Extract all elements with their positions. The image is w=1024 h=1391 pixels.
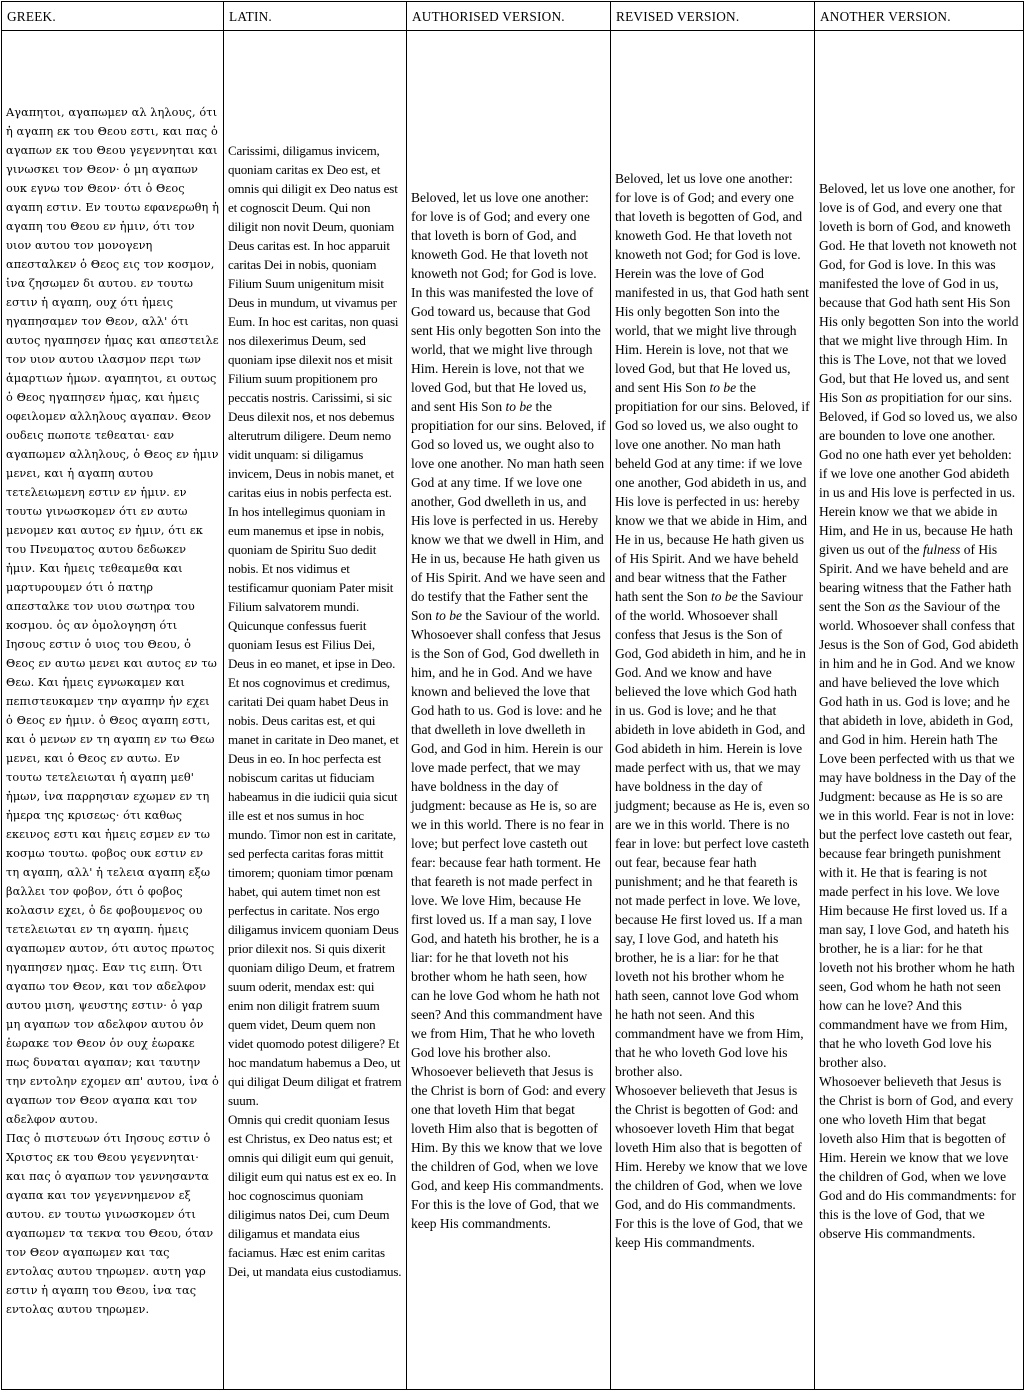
text-run: the Saviour of the world. Whosoever shall confess that Jesus is the Son of God, God abideth in him, and he in God. And we know and have believed the love which God hath in us. God is love; and he that abideth in love abideth in God, and God abideth in him. Herein is love made perfect with us, that we may have boldness in the day of judgment; because as He is, even so are we in this world. There is no fear in love: but perfect love casteth out fear, because fear hath punishment; and he that feareth is not made perfect in love. We love, because He first loved us. If a man say, I love God, and hateth his brother, he is a liar: for he that loveth not his brother whom he hath seen, cannot love God whom he hath not seen. And this commandment have we from Him, that he who loveth God love his brother also. — [615, 589, 810, 1079]
italic-run: to be — [505, 399, 533, 414]
header-another-version: ANOTHER VERSION. — [815, 2, 1024, 31]
italic-run: as — [888, 598, 901, 614]
text-run: of His Spirit. And we have beheld and are bearing witness that the Father hath sent the Son — [819, 541, 1012, 614]
latin-text — [228, 141, 402, 1281]
italic-run: to be — [435, 608, 463, 623]
text-run: Beloved, let us love one another, for love is of God, and every one that loveth is born of God, and knoweth God. He that loveth not knoweth not God, for God is love. In this was manifested the love of God in us, because that God hath sent His Son His only begotten Son into the world that we might live through Him. In this is The Love, not that we loved God, but that He loved us, and sent His Son — [819, 180, 1019, 405]
parallel-versions-table — [1, 1, 1024, 1390]
greek-text — [6, 103, 219, 1319]
text-run: Beloved, let us love one another: for love is of God; and every one that loveth is begotten of God, and knoweth God. He that loveth not knoweth not God; for God is love. Herein was the love of God manifested in us, that God hath sent His only begotten Son into the world, that we might live through Him. Herein is love, not that we loved God, but that He loved us, and sent His Son — [615, 171, 809, 395]
authorised-paragraph-1 — [411, 188, 606, 1062]
header-revised-version: REVISED VERSION. — [611, 2, 815, 31]
greek-paragraph-1: Αγαπητοι, αγαπωμεν αλ ληλους, ότι ἡ αγαπη εκ του Θεου εστι, και πας ὁ αγαπων εκ του Θεου γεγεννηται και γινωσκει τον Θεον· ὁ μη αγαπων ουκ εγνω τον Θεον· ότι ὁ Θεος αγαπη εστιν. Εν τουτω εφανερωθη ἡ αγαπη του Θεου εν ἡμιν, ότι τον υιον αυτου τον μονογενη απεσταλκεν ὁ Θεος εις τον κοσμον, ἱνα ζησωμεν δι αυτου. εν τουτω εστιν ἡ αγαπη, ουχ ότι ἡμεις ηγαπησαμεν τον Θεον, αλλ' ότι αυτος ηγαπησεν ἡμας και απεστειλε τον υιον αυτου ιλασμον περι των ἁμαρτιων ἡμων. αγαπητοι, ει ουτως ὁ Θεος ηγαπησεν ἡμας, και ἡμεις οφειλομεν αλληλους αγαπαν. Θεον ουδεις πωποτε τεθεαται· εαν αγαπωμεν αλληλους, ὁ Θεος εν ἡμιν μενει, και ἡ αγαπη αυτου τετελειωμενη εστιν εν ἡμιν. εν τουτω γινωσκομεν ότι εν αυτω μενομεν και αυτος εν ἡμιν, ότι εκ του Πνευματος αυτου δεδωκεν ἡμιν. Και ἡμεις τεθεαμεθα και μαρτυρουμεν ότι ὁ πατηρ απεσταλκε τον υιου σωτηρα του κοσμου. ὁς αν ὁμολογηση ότι Ιησους εστιν ὁ υιος του Θεου, ὁ Θεος εν αυτω μενει και αυτος εν τω Θεω. Και ἡμεις εγνωκαμεν και πεπιστευκαμεν την αγαπην ἡν εχει ὁ Θεος εν ἡμιν. ὁ Θεος αγαπη εστι, και ὁ μενων εν τη αγαπη εν τω Θεω μενει, και ὁ Θεος εν αυτω. Εν τουτω τετελειωται ἡ αγαπη μεθ' ἡμων, ἱνα παρρησιαν εχωμεν εν τη ἡμερα της κρισεως· ότι καθως εκεινος εστι και ἡμεις εσμεν εν τω κοσμω τουτω. φοβος ουκ εστιν εν τη αγαπη, αλλ' ἡ τελεια αγαπη εξω βαλλει τον φοβον, ότι ὁ φοβος κολασιν εχει, ὁ δε φοβουμενος ου τετελειωται εν τη αγαπη. ἡμεις αγαπωμεν αυτον, ότι αυτος πρωτος ηγαπησεν ημας. Εαν τις ειπη. Ότι αγαπω τον Θεον, και τον αδελφον αυτου μιση, ψευστης εστιν· ὁ γαρ μη αγαπων τον αδελφον αυτου ὁν ἑωρακε τον Θεον ὁν ουχ ἑωρακε πως δυναται αγαπαν; και ταυτην την εντολην εχομεν απ' αυτου, ἱνα ὁ αγαπων τον Θεον αγαπα και τον αδελφον αυτου. — [6, 105, 219, 1126]
greek-paragraph-2: Πας ὁ πιστευων ότι Ιησους εστιν ὁ Χριστος εκ του Θεου γεγεννηται· και πας ὁ αγαπων τον γεννησαντα αγαπα και τον γεγεννημενον εξ αυτου. εν τουτω γινωσκομεν ότι αγαπωμεν τα τεκνα του Θεου, όταν τον Θεον αγαπωμεν και τας εντολας αυτου τηρωμεν. αυτη γαρ εστιν ἡ αγαπη του Θεου, ἱνα τας εντολας αυτου τηρωμεν. — [6, 1131, 214, 1316]
text-run: the propitiation for our sins. Beloved, if God so loved us, we also ought to love one another. No man hath beheld God at any time: if we love one another, God abideth in us, and His love is perfected in us: hereby know we that we abide in Him, and He in us, because He hath given us of His Spirit. And we have beheld and bear witness that the Father hath sent the Son — [615, 380, 810, 604]
text-run: the propitiation for our sins. Beloved, if God so loved us, we ought also to love one another. No man hath seen God at any time. If we love one another, God dwelleth in us, and His love is perfected in us. Hereby know we that we dwell in Him, and He in us, because He hath given us of His Spirit. And we have seen and do testify that the Father sent the Son — [411, 399, 606, 623]
latin-paragraph-2: Omnis qui credit quoniam Iesus est Christus, ex Deo natus est; et omnis qui diligit eum qui genuit, diligit eum qui natus est ex eo. In hoc cognoscimus quoniam diligimus natos Dei, cum Deum diligamus et mandata eius faciamus. Hæc est enim caritas Dei, ut mandata eius custodiamus. — [228, 1111, 402, 1279]
authorised-column — [407, 31, 611, 1390]
text-run: Beloved, let us love one another: for love is of God; and every one that loveth is born of God, and knoweth God. He that loveth not knoweth not God; for God is love. In this was manifested the love of God toward us, because that God sent His only begotten Son into the world, that we might live through Him. Herein is love, not that we loved God, but that He loved us, and sent His Son — [411, 190, 601, 414]
another-paragraph-2: Whosoever believeth that Jesus is the Christ is born of God, and every one who loveth Him that begat loveth also Him that is begotten of Him. Herein we know that we love the children of God, when we love God and do His commandments: for this is the love of God, that we observe His commandments. — [819, 1073, 1016, 1241]
greek-column — [2, 31, 224, 1390]
latin-paragraph-1: Carissimi, diligamus invicem, quoniam caritas ex Deo est, et omnis qui diligit ex Deo natus est et cognoscit Deum. Qui non diligit non novit Deum, quoniam Deus caritas est. In hoc apparuit caritas Dei in nobis, quoniam Filium Suum unigenitum misit Deus in mundum, ut vivamus per Eum. In hoc est caritas, non quasi nos dilexerimus Deum, sed quoniam ipse dilexit nos et misit Filium suum propitionem pro peccatis nostris. Carissimi, si sic Deus dilexit nos, et nos debemus alterutrum diligere. Deum nemo vidit unquam: si diligamus invicem, Deus in nobis manet, et caritas eius in nobis perfecta est. In hos intellegimus quoniam in eum manemus et ipse in nobis, quoniam de Spiritu Suo dedit nobis. Et nos vidimus et testificamur quoniam Pater misit Filium salvatorem mundi. Quicunque confessus fuerit quoniam Iesus est Filius Dei, Deus in eo manet, et ipse in Deo. Et nos cognovimus et credimus, caritati Dei quam habet Deus in nobis. Deus caritas est, et qui manet in caritate in Deo manet, et Deus in eo. In hoc perfecta est nobiscum caritas ut fiduciam habeamus in die iudicii quia sicut ille est et nos sumus in hoc mundo. Timor non est in caritate, sed perfecta caritas foras mittit timorem; quoniam timor pœnam habet, qui autem timet non est perfectus in caritate. Nos ergo diligamus invicem quoniam Deus prior dilexit nos. Si quis dixerit quoniam diligo Deum, et fratrem suum oderit, mendax est: qui enim non diligit fratrem suum quem videt, Deum quem non videt quomodo potest diligere? Et hoc mandatum habemus a Deo, ut qui diligat Deum diligat et fratrem suum. — [228, 142, 402, 1108]
header-latin: LATIN. — [224, 2, 407, 31]
text-run: the Saviour of the world. Whosoever shall confess that Jesus is the Son of God, God abideth in him and he in God. And we know and have believed the love which God hath in us. God is love; and he that abideth in love, abideth in God, and God in him. Herein hath The Love been perfected with us that we may have boldness in the Day of the Judgment: because as He is so are we in this world. Fear is not in love: but the perfect love casteth out fear, because fear bringeth punishment with it. He that is fearing is not made perfect in his love. We love Him because He first loved us. If a man say, I love God, and hateth his brother, he is a liar: for he that loveth not his brother whom he hath seen, God whom he hath not seen how can he love? And this commandment have we from Him, that he who loveth God love his brother also. — [819, 598, 1019, 1070]
italic-run: as — [865, 389, 878, 405]
italic-run: to be — [711, 589, 738, 604]
header-greek: GREEK. — [2, 2, 224, 31]
another-column — [815, 31, 1024, 1390]
revised-paragraph-2: Whosoever believeth that Jesus is the Christ is begotten of God: and whosoever loveth Him that begat loveth Him also that is begotten of Him. Hereby we know that we love the children of God, when we love God, and do His commandments. For this is the love of God, that we keep His commandments. — [615, 1083, 808, 1250]
another-paragraph-1 — [819, 179, 1019, 1072]
authorised-paragraph-2: Whosoever believeth that Jesus is the Christ is born of God: and every one that loveth Him that begat loveth Him also that is begotten of Him. By this we know that we love the children of God, when we love God, and keep His commandments. For this is the love of God, that we keep His commandments. — [411, 1064, 606, 1231]
revised-paragraph-1 — [615, 169, 810, 1081]
authorised-text — [411, 188, 606, 1233]
another-text — [819, 179, 1019, 1243]
header-row — [2, 2, 1024, 31]
latin-column — [224, 31, 407, 1390]
revised-text — [615, 169, 810, 1252]
revised-column — [611, 31, 815, 1390]
text-row — [2, 31, 1024, 1390]
italic-run: to be — [709, 380, 737, 395]
italic-run: fulness — [922, 541, 961, 557]
text-run: the Saviour of the world. Whosoever shall confess that Jesus is the Son of God, God dwelleth in him, and he in God. And we have known and believed the love that God hath to us. God is love: and he that dwelleth in love dwelleth in God, and God in him. Herein is our love made perfect, that we may have boldness in the day of judgment: because as He is, so are we in this world. There is no fear in love; but perfect love casteth out fear: because fear hath torment. He that feareth is not made perfect in love. We love Him, because He first loved us. If a man say, I love God, and hateth his brother, he is a liar: for he that loveth not his brother whom he hath seen, how can he love God whom he hath not seen? And this commandment have we from Him, That he who loveth God love his brother also. — [411, 608, 604, 1060]
text-run: propitiation for our sins. Beloved, if God so loved us, we also are bounden to love one another. God no one hath ever yet beholden: if we love one another God abideth in us and His love is perfected in us. Herein know we that we abide in Him, and He in us, because He hath given us out of the — [819, 389, 1018, 557]
header-authorised-version: AUTHORISED VERSION. — [407, 2, 611, 31]
